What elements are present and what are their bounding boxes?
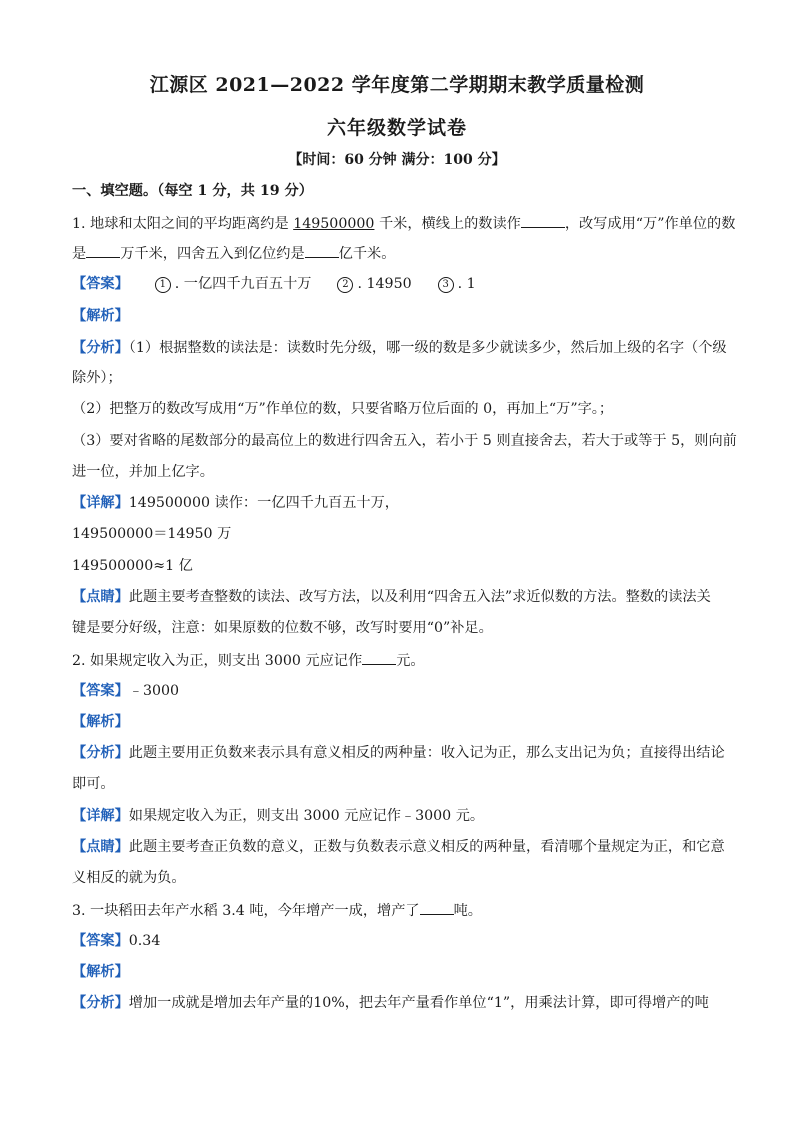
fenxi-tag: 【分析】 bbox=[72, 995, 129, 1011]
q2-xiangjie: 【详解】如果规定收入为正，则支出 3000 元应记作﹣3000 元。 bbox=[72, 808, 485, 824]
dianjing-tag: 【点睛】 bbox=[72, 839, 129, 855]
q1-text-f: 亿千米。 bbox=[338, 246, 396, 262]
exam-title: 江源区 2021—2022 学年度第二学期期末教学质量检测 bbox=[149, 74, 645, 96]
q1-xiangjie-line-2: 149500000＝14950 万 bbox=[72, 526, 232, 542]
exam-subtitle: 六年级数学试卷 bbox=[326, 117, 467, 139]
q1-answer-1: 1 . 一亿四千九百五十万 bbox=[155, 274, 312, 294]
q1-fenxi-line-1: 【分析】（1）根据整数的读法是：读数时先分级，哪一级的数是多少就读多少，然后加上级的名字（个级 bbox=[72, 340, 727, 356]
q1-xiangjie-line-1: 【详解】149500000 读作：一亿四千九百五十万， bbox=[72, 495, 399, 511]
q1-fenxi-line-2: 除外）； bbox=[72, 370, 122, 386]
q2-jiexi bbox=[72, 712, 724, 732]
dianjing-tag: 【点睛】 bbox=[72, 589, 129, 605]
fenxi-tag: 【分析】 bbox=[72, 745, 129, 761]
circled-number: 3 bbox=[438, 277, 454, 293]
q2-answer: ﹣3000 bbox=[128, 683, 180, 699]
q1-fenxi-line-3: （2）把整万的数改写成用“万”作单位的数，只要省略万位后面的 0，再加上“万”字。； bbox=[72, 401, 614, 417]
answer-blank bbox=[305, 243, 339, 258]
q1-number: 149500000 bbox=[293, 216, 375, 232]
jiexi-tag: 【解析】 bbox=[72, 964, 129, 980]
q1-text-b: 千米，横线上的数读作 bbox=[374, 216, 521, 232]
q2-fenxi-line-1: 【分析】此题主要用正负数来表示具有意义相反的两种量：收入记为正，那么支出记为负；直接得出结论 bbox=[72, 745, 725, 761]
q1-text-d: 是 bbox=[72, 246, 87, 262]
q1-fenxi-line-4: （3）要对省略的尾数部分的最高位上的数进行四舍五入，若小于 5 则直接舍去，若大于或等于 5，则向前 bbox=[72, 433, 737, 449]
question-1-line-2 bbox=[72, 243, 724, 264]
q1-answer-3: 3 . 1 bbox=[438, 274, 476, 294]
answer-blank bbox=[521, 213, 565, 228]
fenxi-tag: 【分析】 bbox=[72, 340, 129, 356]
xiangjie-tag: 【详解】 bbox=[72, 808, 129, 824]
q3-answer-line bbox=[72, 931, 724, 951]
answer-blank bbox=[420, 900, 454, 915]
jiexi-tag: 【解析】 bbox=[72, 714, 129, 730]
q2-fenxi-line-2: 即可。 bbox=[72, 776, 115, 792]
answer-blank bbox=[86, 243, 120, 258]
q1-dianjing-line-1: 【点睛】此题主要考查整数的读法、改写方法，以及利用“四舍五入法”求近似数的方法。整数的读法关 bbox=[72, 589, 711, 605]
exam-info: 【时间：60 分钟 满分：100 分】 bbox=[288, 152, 506, 168]
q3-jiexi bbox=[72, 962, 724, 982]
q1-jiexi bbox=[72, 306, 724, 326]
section-heading: 一、填空题。（每空 1 分，共 19 分） bbox=[72, 183, 313, 199]
jiexi-tag: 【解析】 bbox=[72, 308, 129, 324]
circled-number: 1 bbox=[155, 277, 171, 293]
answer-tag: 【答案】 bbox=[72, 276, 129, 292]
q3-answer: 0.34 bbox=[128, 933, 161, 949]
q1-text-c: ，改写成用“万”作单位的数 bbox=[564, 216, 736, 232]
question-3: 3. 一块稻田去年产水稻 3.4 吨，今年增产一成，增产了 吨。 bbox=[72, 900, 724, 921]
q3-fenxi-line-1: 【分析】增加一成就是增加去年产量的10%，把去年产量看作单位“1”，用乘法计算，即可得增产的吨 bbox=[72, 995, 709, 1011]
xiangjie-tag: 【详解】 bbox=[72, 495, 129, 511]
q1-answer-line bbox=[72, 274, 724, 294]
answer-blank bbox=[362, 650, 396, 665]
q1-text-e: 万千米，四舍五入到亿位约是 bbox=[120, 246, 305, 262]
q2-answer-line bbox=[72, 681, 724, 701]
answer-tag: 【答案】 bbox=[72, 933, 129, 949]
q1-dianjing-line-2: 键是要分好级，注意：如果原数的位数不够，改写时要用“0”补足。 bbox=[72, 620, 493, 636]
q1-fenxi-line-5: 进一位，并加上亿字。 bbox=[72, 464, 214, 480]
question-1-line-1 bbox=[72, 213, 736, 234]
q2-dianjing-line-1: 【点睛】此题主要考查正负数的意义，正数与负数表示意义相反的两种量，看清哪个量规定为正，和它意 bbox=[72, 839, 725, 855]
question-2: 2. 如果规定收入为正，则支出 3000 元应记作 元。 bbox=[72, 650, 724, 671]
q1-answer-2: 2 . 14950 bbox=[337, 274, 411, 294]
q1-text-a: 1. 地球和太阳之间的平均距离约是 bbox=[72, 216, 294, 232]
circled-number: 2 bbox=[337, 277, 353, 293]
q2-dianjing-line-2: 义相反的就为负。 bbox=[72, 870, 186, 886]
q1-xiangjie-line-3: 149500000≈1 亿 bbox=[72, 558, 193, 574]
answer-tag: 【答案】 bbox=[72, 683, 129, 699]
